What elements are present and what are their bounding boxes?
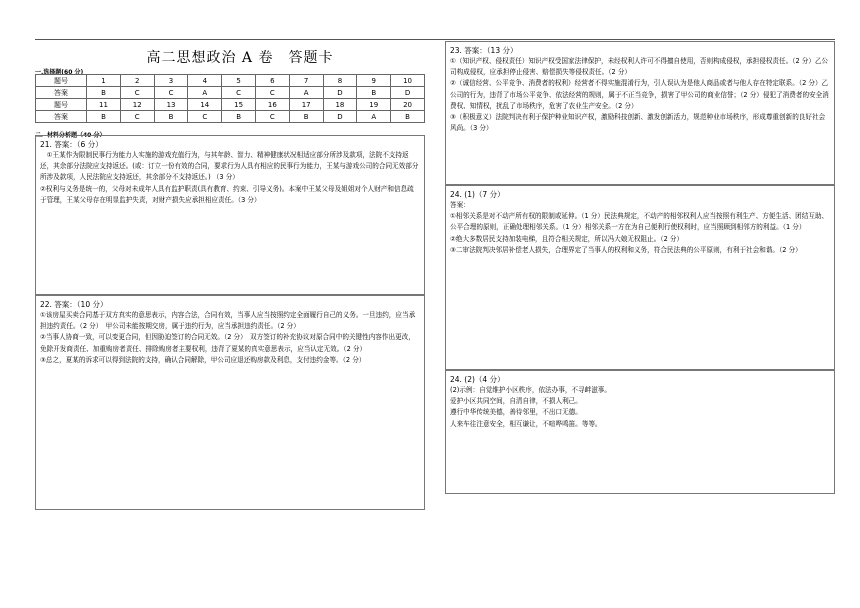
table-cell: B: [391, 111, 425, 123]
page-title: 高二思想政治 A 卷 答题卡: [146, 50, 334, 66]
table-row: [36, 111, 425, 123]
table-cell: 12: [120, 99, 154, 111]
question-header: 24. (2)（4 分）: [450, 375, 505, 384]
table-cell: C: [255, 111, 289, 123]
top-rule: [35, 39, 835, 40]
table-cell: A: [188, 87, 222, 99]
table-cell: 5: [222, 75, 256, 87]
row-header-cell: 答案: [36, 111, 87, 123]
table-cell: B: [357, 87, 391, 99]
row-header-cell: 题号: [36, 75, 87, 87]
table-cell: A: [357, 111, 391, 123]
answer-text: ①王某作为限制民事行为能力人实施的游戏充值行为，与其年龄、智力、精神健康状况相适应部分所涉及款项，法院不支持返还，其余部分法院应支持返还。(或：订立一份有效的合同，要求行为人具有相应的民事行为能力，王某与游戏公司的合同无效部分所涉及款项，人民法院应支持返还，其余部分不支持返还。) （3 分） ②权利与义务是统一的，父母对未成年人具有监护职责(具有教育、约束、引导义务)。本案中王某父母及姐姐对个人财产和信息疏于管理，王某父母存在明显监护失责，对财产损失应承担相应责任。（3 分）: [40, 151, 419, 204]
section-analysis-label: 二．材料分析题（40 分）: [35, 132, 106, 139]
table-cell: 4: [188, 75, 222, 87]
table-cell: 20: [391, 99, 425, 111]
answer-text: 答案： ①相邻关系是对不动产所有权的限制或延伸。（1 分）民法典规定，不动产的相邻权利人应当按照有利生产、方便生活、团结互助、公平合理的原则，正确处理相邻关系。（1 分）相邻关系一方在为自己便利行使权利时，应当照顾到相邻方的利益。（1 分） ②绝大多数居民支持加装电梯，且符合相关规定，所以冯大娘无权阻止。（2 分） ③二审法院判决邻居补偿老人损失，合理界定了当事人的权利和义务，符合民法典的公平原则，有利于社会和谐。（2 分）: [450, 201, 829, 254]
table-cell: C: [255, 87, 289, 99]
question-header: 22. 答案：（10 分）: [40, 300, 108, 309]
table-cell: 2: [120, 75, 154, 87]
table-cell: D: [323, 87, 357, 99]
table-cell: 18: [323, 99, 357, 111]
table-cell: C: [120, 87, 154, 99]
table-cell: 15: [222, 99, 256, 111]
question-header: 24. (1)（7 分）: [450, 190, 505, 199]
table-cell: 7: [289, 75, 323, 87]
question-header: 23. 答案：（13 分）: [450, 46, 518, 55]
table-cell: B: [87, 111, 121, 123]
table-cell: 1: [87, 75, 121, 87]
table-cell: D: [323, 111, 357, 123]
table-row: [36, 75, 425, 87]
answer-table: [35, 74, 425, 123]
answer-text: (2)示例：自觉维护小区秩序，依法办事，不寻衅滋事。 爱护小区共同空间，自清自律，不损人利己。 遵行中华传统美德，善待邻里，不出口无德。 人来车往注意安全，相互谦让，不喧哗鸣笛。等等。: [450, 386, 611, 428]
table-cell: C: [120, 111, 154, 123]
table-cell: 19: [357, 99, 391, 111]
table-row: [36, 87, 425, 99]
answer-box-21: [35, 135, 425, 295]
table-cell: B: [87, 87, 121, 99]
row-header-cell: 答案: [36, 87, 87, 99]
answer-box-22: [35, 295, 425, 510]
table-cell: B: [154, 111, 188, 123]
table-cell: 14: [188, 99, 222, 111]
answer-text: ①该房屋买卖合同基于双方真实的意思表示，内容合法，合同有效，当事人应当按照约定全面履行自己的义务。一旦违约，应当承担违约责任。（2 分） 甲公司未能按期交房，属于违约行为，应当承担违约责任。（2 分） ②当事人协商一致，可以变更合同，但因胁迫签订的合同无效。（2 分） 双方签订的补充协议对原合同中的关键性内容作出更改，免除开发商责任、加重购房者责任、排除购房者主要权利，违背了夏某的真实意思表示，应当认定无效。（2 分） ③总之，夏某的诉求可以得到法院的支持，确认合同解除，甲公司应退还购房款及利息，支付违约金等。（2 分）: [40, 311, 416, 364]
question-header: 21. 答案：（6 分）: [40, 140, 103, 149]
table-cell: C: [188, 111, 222, 123]
table-cell: C: [154, 87, 188, 99]
table-row: [36, 99, 425, 111]
table-cell: 9: [357, 75, 391, 87]
table-cell: D: [391, 87, 425, 99]
table-cell: C: [222, 87, 256, 99]
answer-text: ①（知识产权、侵权责任）知识产权受国家法律保护，未经权利人许可不得擅自使用，否则构成侵权，承担侵权责任。（2 分）乙公司构成侵权，应承担停止侵害、赔偿损失等侵权责任。（2 分） ②（诚信经营、公平竞争、消费者的权利）经营者不得实施混淆行为，引人误认为是他人商品或者与他人存在特定联系。（2 分）乙公司的行为，违背了市场公平竞争、依法经营的规则，属于不正当竞争，损害了甲公司的商业信誉；（2 分）侵犯了消费者的安全消费权、知情权，扰乱了市场秩序，危害了农业生产安全。（2 分） ③（积极意义）法院判决有利于保护种业知识产权，激励科技创新、激发创新活力，规范种业市场秩序，形成尊重创新的良好社会风尚。（3 分）: [450, 57, 829, 133]
table-cell: 8: [323, 75, 357, 87]
table-cell: 6: [255, 75, 289, 87]
table-cell: B: [289, 111, 323, 123]
section-choice-label: 一.选择题(60 分): [35, 69, 84, 76]
table-cell: 16: [255, 99, 289, 111]
table-cell: 11: [87, 99, 121, 111]
answer-box-23: [445, 41, 835, 185]
answer-box-24-1: [445, 185, 835, 370]
answer-box-24-2: [445, 370, 835, 494]
table-cell: 10: [391, 75, 425, 87]
table-cell: 13: [154, 99, 188, 111]
table-cell: A: [289, 87, 323, 99]
table-cell: B: [222, 111, 256, 123]
table-cell: 3: [154, 75, 188, 87]
table-cell: 17: [289, 99, 323, 111]
row-header-cell: 题号: [36, 99, 87, 111]
